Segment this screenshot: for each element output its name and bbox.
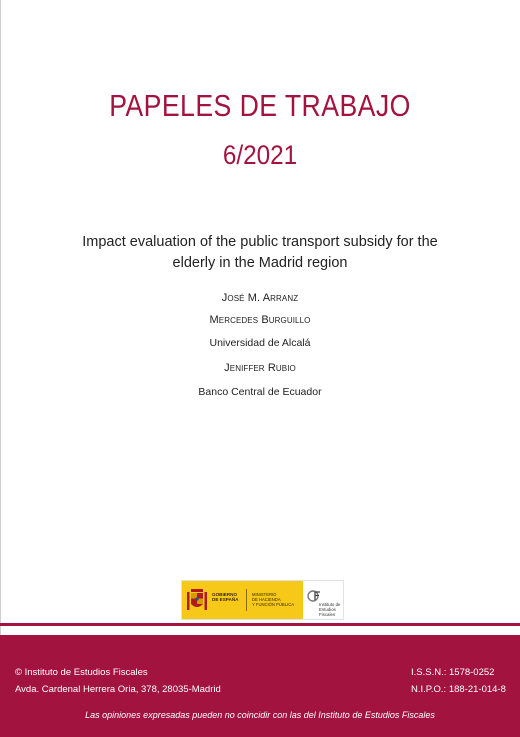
ministerio-line-1: MINISTERIO xyxy=(252,592,277,597)
gobierno-line-2: DE ESPAÑA xyxy=(212,597,239,603)
author-rubio: Jeniffer Rubio xyxy=(224,362,296,374)
ministerio-line-3: Y FUNCIÓN PÚBLICA xyxy=(252,602,295,608)
footer-issn: I.S.S.N.: 1578-0252 xyxy=(411,667,495,678)
affiliation-alcala: Universidad de Alcalá xyxy=(209,337,311,349)
gobierno-text xyxy=(212,592,238,603)
ief-line-1: Instituto de xyxy=(319,602,341,607)
logo-divider xyxy=(246,589,247,611)
affiliation-banco-central: Banco Central de Ecuador xyxy=(198,386,322,398)
footer xyxy=(0,635,520,737)
paper-title-line-2: elderly in the Madrid region xyxy=(172,255,348,271)
paper-title-line-1: Impact evaluation of the public transport subsidy for the xyxy=(82,234,438,250)
ministerio-line-2: DE HACIENDA xyxy=(252,597,281,603)
footer-copyright: © Instituto de Estudios Fiscales xyxy=(15,667,148,678)
government-logo xyxy=(182,581,303,619)
ief-logo-icon xyxy=(307,589,321,603)
ministerio-text xyxy=(252,592,294,608)
author-burguillo: Mercedes Burguillo xyxy=(209,314,311,326)
gobierno-line-1: GOBIERNO xyxy=(212,592,238,597)
ief-text xyxy=(319,602,343,618)
footer-nipo: N.I.P.O.: 188-21-014-8 xyxy=(411,684,506,695)
footer-address: Avda. Cardenal Herrera Oria, 378, 28035-Madrid xyxy=(15,684,221,695)
footer-disclaimer: Las opiniones expresadas pueden no coincidir con las del Instituto de Estudios Fiscales xyxy=(85,710,435,720)
footer-left xyxy=(15,664,221,698)
series-title: PAPELES DE TRABAJO xyxy=(109,88,411,123)
coat-of-arms-icon xyxy=(186,586,208,614)
institutional-logos xyxy=(181,580,344,620)
series-number: 6/2021 xyxy=(222,140,298,170)
footer-right xyxy=(411,664,506,698)
footer-accent-rule xyxy=(0,623,520,626)
paper-title xyxy=(60,232,460,274)
author-arranz: José M. Arranz xyxy=(221,292,299,304)
ief-line-2: Estudios Fiscales xyxy=(319,607,336,618)
